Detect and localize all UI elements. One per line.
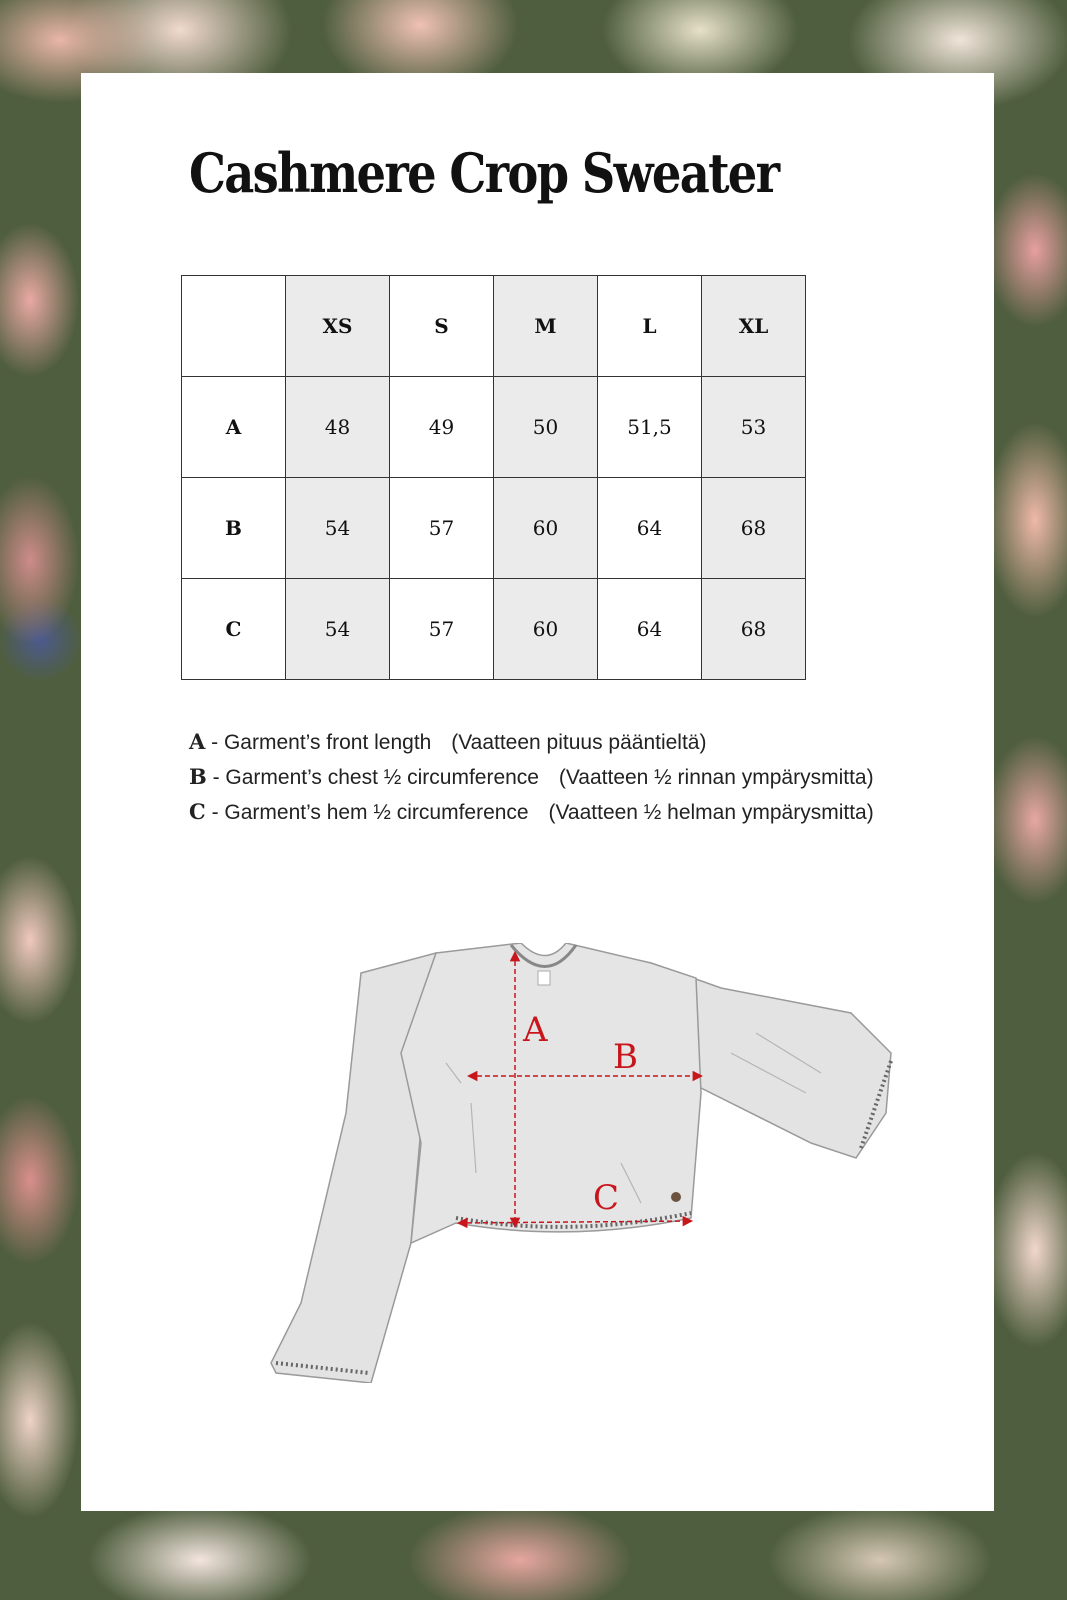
column-header: XL bbox=[702, 276, 806, 377]
table-cell: 60 bbox=[494, 579, 598, 680]
column-header: S bbox=[390, 276, 494, 377]
legend-key: A bbox=[189, 729, 206, 754]
left-sleeve bbox=[271, 953, 436, 1383]
legend-item bbox=[189, 725, 874, 760]
legend-key: C bbox=[189, 799, 206, 824]
table-cell: 57 bbox=[390, 579, 494, 680]
table-cell: 68 bbox=[702, 478, 806, 579]
table-row bbox=[182, 478, 806, 579]
table-cell: 60 bbox=[494, 478, 598, 579]
measurement-legend bbox=[189, 725, 874, 830]
column-header: XS bbox=[286, 276, 390, 377]
legend-finnish: (Vaatteen pituus pääntieltä) bbox=[451, 731, 707, 754]
row-header: A bbox=[182, 377, 286, 478]
table-cell: 53 bbox=[702, 377, 806, 478]
column-header: L bbox=[598, 276, 702, 377]
neck-label-icon bbox=[538, 971, 550, 985]
table-cell: 50 bbox=[494, 377, 598, 478]
size-table bbox=[181, 275, 806, 680]
legend-key: B bbox=[189, 764, 207, 789]
legend-item bbox=[189, 795, 874, 830]
row-header: C bbox=[182, 579, 286, 680]
table-cell: 51,5 bbox=[598, 377, 702, 478]
table-cell: 54 bbox=[286, 579, 390, 680]
page-title: Cashmere Crop Sweater bbox=[189, 141, 779, 205]
table-cell: 64 bbox=[598, 478, 702, 579]
sweater-body bbox=[401, 943, 701, 1243]
legend-finnish: (Vaatteen ½ rinnan ympärysmitta) bbox=[558, 766, 874, 789]
legend-english: - Garment’s front length bbox=[211, 731, 432, 754]
table-header-row bbox=[182, 276, 806, 377]
table-corner-cell bbox=[182, 276, 286, 377]
measure-label-c: C bbox=[593, 1178, 620, 1218]
measure-label-b: B bbox=[613, 1037, 638, 1077]
table-row bbox=[182, 579, 806, 680]
table-cell: 49 bbox=[390, 377, 494, 478]
table-cell: 57 bbox=[390, 478, 494, 579]
legend-finnish: (Vaatteen ½ helman ympärysmitta) bbox=[548, 801, 874, 824]
measure-label-a: A bbox=[523, 1010, 548, 1050]
table-row bbox=[182, 377, 806, 478]
row-header: B bbox=[182, 478, 286, 579]
table-cell: 48 bbox=[286, 377, 390, 478]
legend-item bbox=[189, 760, 874, 795]
sweater-diagram bbox=[261, 943, 901, 1383]
legend-english: - Garment’s chest ½ circumference bbox=[212, 766, 539, 789]
column-header: M bbox=[494, 276, 598, 377]
table-cell: 64 bbox=[598, 579, 702, 680]
table-cell: 68 bbox=[702, 579, 806, 680]
button-icon bbox=[671, 1192, 681, 1202]
size-chart-card bbox=[81, 73, 994, 1511]
legend-english: - Garment’s hem ½ circumference bbox=[211, 801, 529, 824]
table-cell: 54 bbox=[286, 478, 390, 579]
